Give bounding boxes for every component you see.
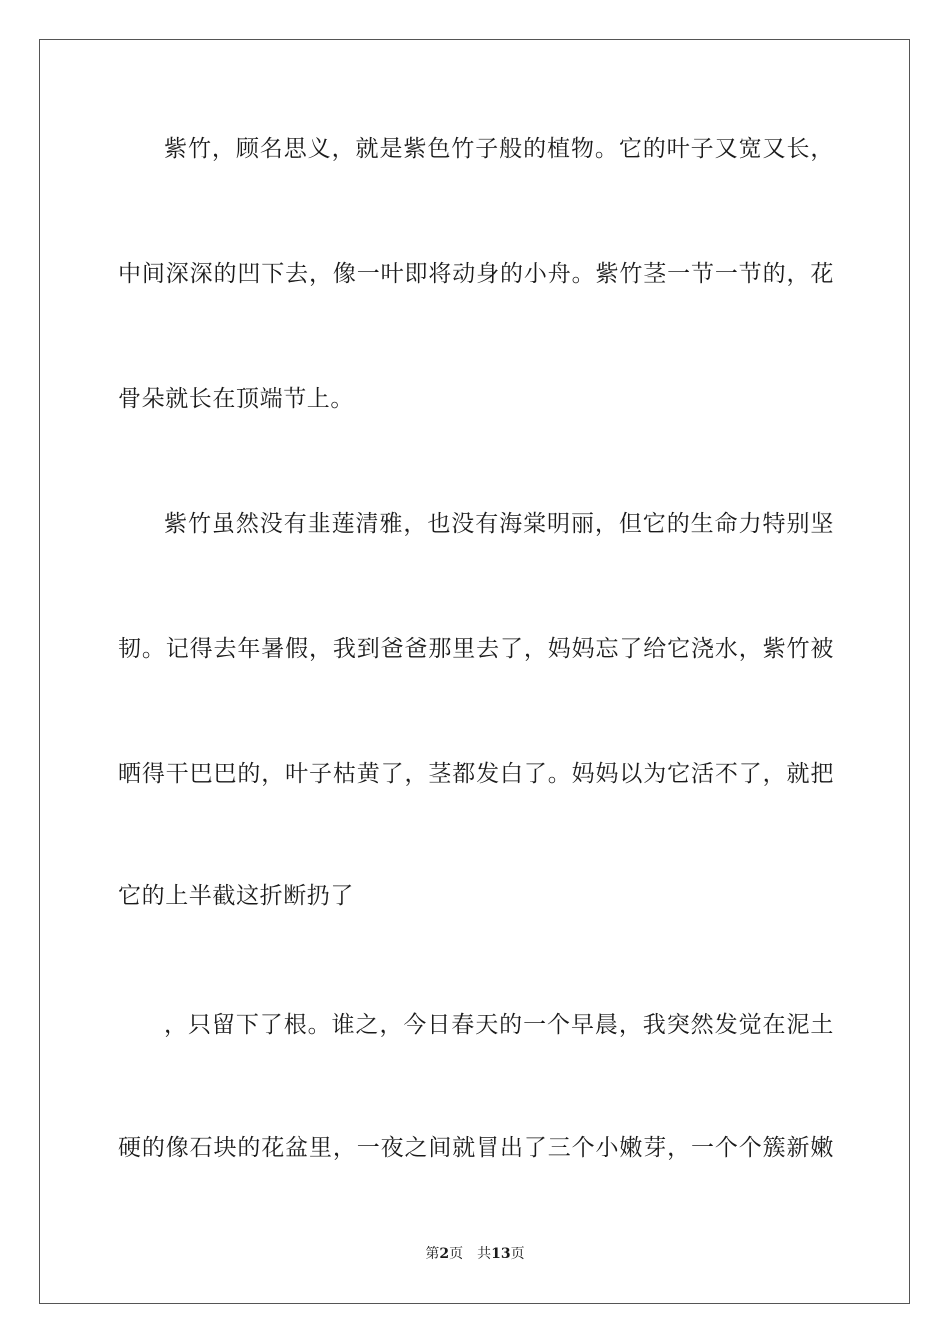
paragraph-line-6: 晒得干巴巴的，叶子枯黄了，茎都发白了。妈妈以为它活不了，就把 (118, 761, 834, 787)
paragraph-line-7: 它的上半截这折断扔了 (118, 883, 354, 909)
page-border (39, 39, 910, 1304)
paragraph-line-2: 中间深深的凹下去，像一叶即将动身的小舟。紫竹茎一节一节的，花 (118, 261, 834, 287)
total-suffix: 页 (510, 1246, 525, 1262)
paragraph-line-8: ，只留下了根。谁之，今日春天的一个早晨，我突然发觉在泥土 (164, 1012, 834, 1038)
page-footer (0, 1245, 950, 1263)
paragraph-line-9: 硬的像石块的花盆里，一夜之间就冒出了三个小嫩芽，一个个簇新嫩 (118, 1135, 834, 1161)
page-suffix: 页 (449, 1246, 464, 1262)
paragraph-line-5: 韧。记得去年暑假，我到爸爸那里去了，妈妈忘了给它浇水，紫竹被 (118, 636, 834, 662)
paragraph-line-1: 紫竹，顾名思义，就是紫色竹子般的植物。它的叶子又宽又长， (164, 136, 834, 162)
page-prefix: 第 (425, 1246, 440, 1262)
paragraph-line-4: 紫竹虽然没有韭莲清雅，也没有海棠明丽，但它的生命力特别坚 (164, 511, 834, 537)
total-prefix: 共 (477, 1246, 492, 1262)
page-total: 13 (491, 1246, 511, 1262)
page-current: 2 (439, 1246, 450, 1262)
paragraph-line-3: 骨朵就长在顶端节上。 (118, 386, 354, 412)
